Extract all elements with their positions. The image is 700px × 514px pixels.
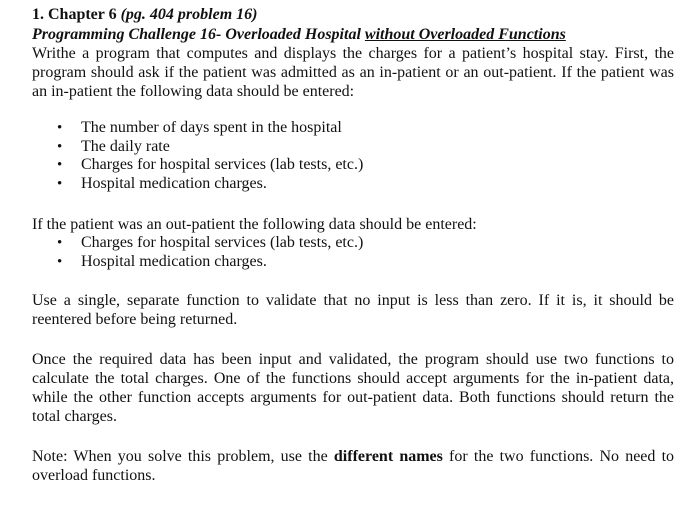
intro-paragraph: Writhe a program that computes and displays the charges for a patient’s hospital stay. First, the program should ask if the patient was admitted as an in-patient or an out-patient. If the patient was an in-patient the following data should be entered: bbox=[32, 45, 674, 100]
list-item: • The daily rate bbox=[57, 137, 170, 155]
bullet-icon: • bbox=[57, 138, 63, 155]
note-paragraph bbox=[32, 447, 674, 485]
bullet-icon: • bbox=[57, 175, 63, 192]
validation-paragraph: Use a single, separate function to validate that no input is less than zero. If it is, it should be reentered before being returned. bbox=[32, 292, 674, 328]
challenge-title-underlined: without Overloaded Functions bbox=[364, 26, 566, 43]
challenge-title: Programming Challenge 16- Overloaded Hospital bbox=[32, 26, 365, 43]
bullet-icon: • bbox=[57, 253, 63, 270]
bullet-icon: • bbox=[57, 157, 63, 173]
note-text-end: for the two functions. No need to overload functions. bbox=[32, 448, 675, 484]
chapter-heading bbox=[32, 4, 674, 25]
list-item: • Hospital medication charges. bbox=[57, 174, 267, 192]
note-text-start: Note: When you solve this problem, use the bbox=[32, 448, 334, 465]
inpatient-list bbox=[32, 119, 674, 193]
page-reference: (pg. 404 problem 16) bbox=[120, 6, 258, 23]
outpatient-list bbox=[32, 234, 674, 271]
functions-paragraph: Once the required data has been input and validated, the program should use two functions to calculate the total charges. One of the functions should accept arguments for the in-patient data, while the other function accepts arguments for out-patient data. Both functions should return the total charges. bbox=[32, 351, 674, 425]
list-item: • Charges for hospital services (lab tests, etc.) bbox=[57, 156, 364, 173]
bullet-icon: • bbox=[57, 120, 63, 136]
list-item: • The number of days spent in the hospital bbox=[57, 119, 342, 136]
bullet-icon: • bbox=[57, 235, 63, 251]
list-item: • Charges for hospital services (lab tests, etc.) bbox=[57, 234, 364, 251]
outpatient-intro: If the patient was an out-patient the following data should be entered: bbox=[32, 216, 477, 233]
challenge-heading bbox=[32, 25, 674, 44]
note-emphasis: different names bbox=[333, 448, 443, 465]
list-item: • Hospital medication charges. bbox=[57, 252, 267, 270]
chapter-number: 1. Chapter 6 bbox=[32, 6, 117, 23]
